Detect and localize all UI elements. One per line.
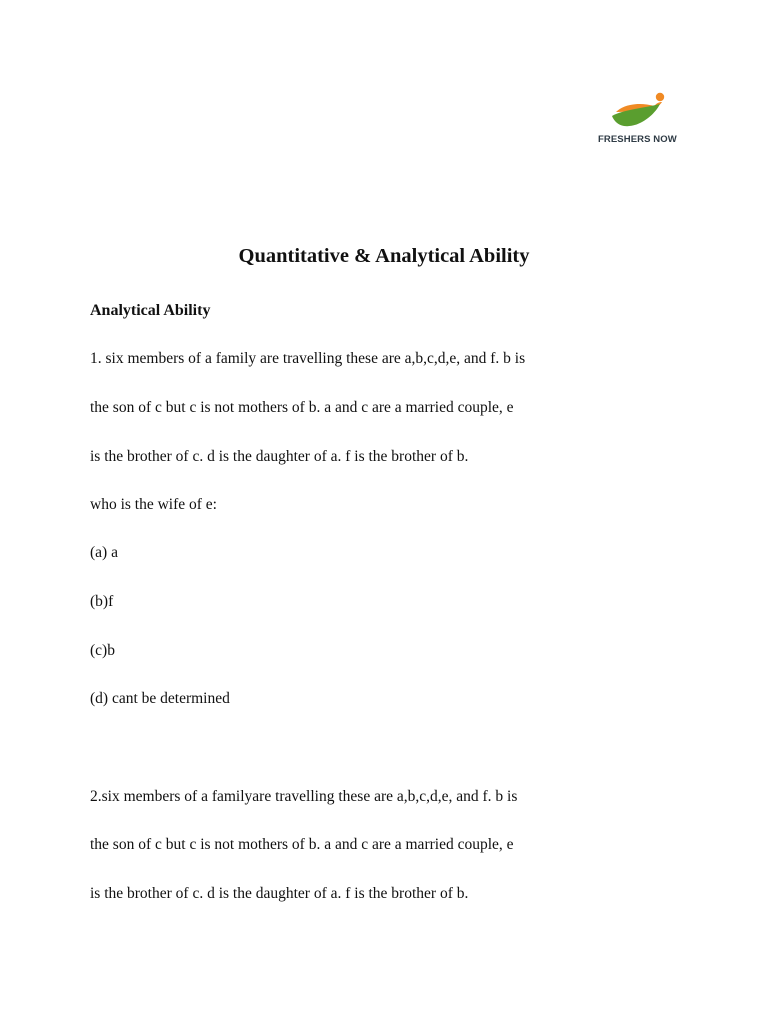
logo-text: FRESHERS NOW <box>598 134 677 145</box>
question-1-option-d: (d) cant be determined <box>90 690 230 707</box>
question-2-line: is the brother of c. d is the daughter of a. f is the brother of b. <box>90 885 469 902</box>
question-1-prompt: who is the wife of e: <box>90 496 217 513</box>
question-2-line: the son of c but c is not mothers of b. a and c are a married couple, e <box>90 836 514 853</box>
question-1-option-b: (b)f <box>90 593 114 610</box>
freshers-now-logo <box>598 90 680 148</box>
question-1-line: is the brother of c. d is the daughter of a. f is the brother of b. <box>90 448 469 465</box>
question-2-line: 2.six members of a familyare travelling these are a,b,c,d,e, and f. b is <box>90 788 518 805</box>
question-1-line: 1. six members of a family are travelling these are a,b,c,d,e, and f. b is <box>90 350 526 367</box>
question-1-line: the son of c but c is not mothers of b. a and c are a married couple, e <box>90 399 514 416</box>
logo-figure-icon <box>610 90 668 130</box>
page-title: Quantitative & Analytical Ability <box>238 245 530 267</box>
question-1-option-a: (a) a <box>90 544 118 561</box>
question-1-option-c: (c)b <box>90 642 115 659</box>
section-heading: Analytical Ability <box>90 302 211 319</box>
